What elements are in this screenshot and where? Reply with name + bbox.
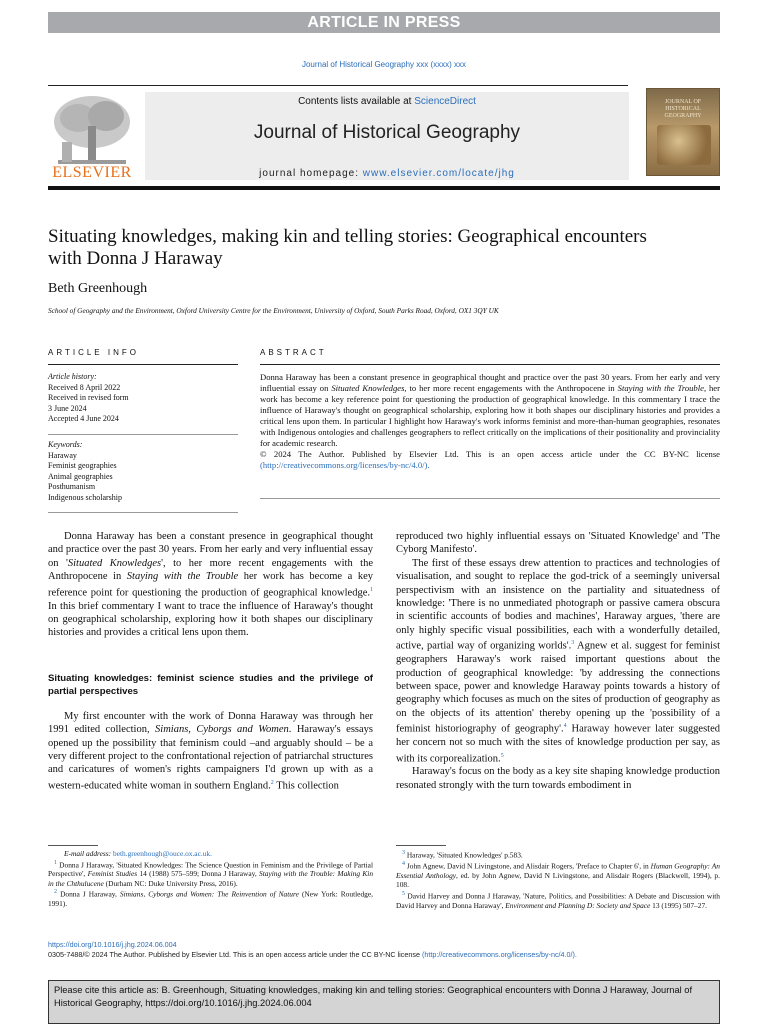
abstract-bottom-rule [260,498,720,499]
cite-this-article-box: Please cite this article as: B. Greenhough, Situating knowledges, making kin and telling stories: Geographical encounters with Donna J Haraway, Journal of Historical Geography, https://doi.org/10.1016/j.jhg.2024.06.004 [48,980,720,1024]
text-emphasis: Environment and Planning D: Society and Space [505,900,651,910]
footnote-ref[interactable]: 3 [571,640,575,647]
footnote-number: 4 [402,860,405,867]
footnote-rule-right [396,845,446,846]
text-run: Haraway however later suggested her concern not so much with the sites of knowledge production per say, as with its corporealization. [396,723,721,764]
footnotes-left [48,849,373,909]
cover-title: JOURNAL OF HISTORICAL GEOGRAPHY [664,99,702,119]
footnote-1 [48,859,373,889]
abstract-part: , to her more recent engagements with the Anthropocene in [404,383,618,393]
body-paragraph: reproduced two highly influential essays on 'Situated Knowledge' and 'The Cyborg Manifesto'. [396,531,720,556]
cover-artwork [657,125,711,165]
abstract-part: , her work has become a key reference point for questioning the production of geographical knowledge. In this commentary I trace the influence of Haraway's thought on geographical scholarship, exploring how it both shapes our disciplinary histories and provides a critical lens upon them. In particular I highlight how Haraway's work informs feminist and more-than-human geographies, resonates with Indigenous ontologies and challenges geographers to reflect critically on the implications of their positionality and provinciality for academic research. [260,383,720,448]
masthead [48,88,720,184]
footnote-rule-left [48,845,98,846]
text-run: ', to her more recent engagements with the Anthropocene in [48,557,373,583]
footnote-number: 2 [54,889,57,896]
keywords [48,440,122,503]
abstract-license: © 2024 The Author. Published by Elsevier Ltd. This is an open access article under the CC BY-NC license [260,449,720,459]
abstract-emphasis: Staying with the Trouble [617,383,704,393]
footnote-5 [396,890,720,910]
keywords-separator [48,512,238,513]
footnote-3 [396,849,720,860]
footnote-number: 1 [54,859,57,866]
abstract-text [260,372,720,471]
abstract-part: Donna Haraway has been a constant presence in geographical thought and practice over the past 30 years. From her early and very influential essay on [260,372,720,393]
body-paragraph [48,710,373,793]
abstract-heading: ABSTRACT [260,348,327,357]
footnotes-right [396,849,720,910]
license-link[interactable]: (http://creativecommons.org/licenses/by-nc/4.0/). [260,460,430,470]
text-emphasis: Human Geography: An Essential Anthology [396,861,720,880]
body-column-left [48,530,373,793]
author-name[interactable]: Beth Greenhough [48,281,148,296]
footnote-ref[interactable]: 1 [370,586,373,593]
text-emphasis: Feminist Studies [87,869,138,879]
author-affiliation: School of Geography and the Environment, Oxford University Centre for the Environment, University of Oxford, South Parks Road, Oxford, OX1 3QY UK [48,306,499,315]
text-run: Donna Haraway has been a constant presence in geographical thought and practice over the past 30 years. From her early and very influential essay on ' [48,531,373,569]
email-label: E-mail address: [64,849,113,858]
homepage-prefix: journal homepage: [259,168,363,179]
footnote-number: 5 [402,890,405,897]
text-emphasis: Simians, Cyborgs and Women: The Reinvention of Nature [119,889,299,899]
issn-license-link[interactable]: (http://creativecommons.org/licenses/by-nc/4.0/). [421,950,577,959]
keyword-item[interactable]: Posthumanism [48,482,96,491]
article-title: Situating knowledges, making kin and telling stories: Geographical encounters with Donna J Haraway [48,226,647,269]
body-column-right [396,530,720,792]
text-run: Donna J Haraway, [57,889,120,899]
text-run: Agnew et al. suggest for feminist geographers Haraway's work raised important questions about the production of geographical knowledge: 'by addressing the connections between space, power and knowledge Haraway points towards a history of geography which focuses as much on the sites of production of geography as on the objects of its attention' thereby opening up the 'possibility of a feminist historiography of geography'. [396,640,721,735]
email-link[interactable]: beth.greenhough@ouce.ox.ac.uk. [113,849,212,858]
publisher-name: ELSEVIER [52,164,132,181]
text-run: My first encounter with the work of Donna Haraway was through her 1991 edited collection, [48,710,373,736]
journal-reference-link[interactable]: Journal of Historical Geography xxx (xxxx) xxx [301,60,467,69]
history-item: Accepted 4 June 2024 [48,414,119,423]
masthead-rule [48,186,720,190]
history-item: Received 8 April 2022 [48,382,121,392]
abstract-rule [260,364,720,365]
footnote-2 [48,888,373,908]
doi-link[interactable]: https://doi.org/10.1016/j.jhg.2024.06.004 [48,940,177,949]
text-run: (New York: Routledge, 1991). [48,889,373,909]
text-run: . Haraway's essays opened up the possibility that feminism could –and arguably should – be a very different project to the confrontational rejection of patriarchal structures and caricatures of women's rights campaigners I'd grown up with as a western-educated white woman in southern England. [48,724,373,792]
issn-line [48,950,577,959]
text-run: In this brief commentary I want to trace the influence of Haraway's thought on geographical scholarship, exploring how it both shapes our disciplinary histories and provides a critical lens upon them. [48,600,373,639]
text-run: , ed. by John Agnew, David N Livingstone, and Alisdair Rogers (Blackwell, 1994), p. 108. [396,870,720,890]
text-emphasis: Staying with the Trouble [126,571,239,583]
footnote-ref[interactable]: 5 [500,752,504,759]
text-run: her work has become a key reference point for questioning the production of geographical knowledge. [48,571,373,599]
text-emphasis: Staying with the Trouble: Making Kin in the Chthulucene [48,869,374,888]
text-run: Haraway, 'Situated Knowledges' p.583. [405,850,523,860]
history-item: Received in revised form [48,393,129,402]
journal-title: Journal of Historical Geography [253,122,521,143]
history-item: 3 June 2024 [48,403,87,413]
text-run: Donna J Haraway, 'Situated Knowledges: The Science Question in Feminism and the Privilege of Partial Perspective', [48,859,373,879]
text-run: John Agnew, David N Livingstone, and Alisdair Rogers, 'Preface to Chapter 6', in [405,861,651,871]
journal-homepage-line [145,168,629,179]
text-run: This collection [273,780,339,792]
text-run: (Durham NC: Duke University Press, 2016). [103,878,238,888]
header-divider [48,85,628,86]
footnote-ref[interactable]: 4 [563,723,567,730]
journal-cover-image [646,88,720,176]
keyword-item[interactable]: Feminist geographies [48,461,117,470]
body-paragraph: Haraway's focus on the body as a key site shaping knowledge production resonated strongly with the turn towards embodiment in [396,766,720,791]
text-emphasis: Simians, Cyborgs and Women [155,724,289,736]
article-info-separator [48,434,238,435]
journal-banner [145,92,629,180]
text-emphasis: Situated Knowledges [67,557,162,569]
email-line [48,849,373,859]
footnote-number: 3 [402,850,405,856]
text-run: 14 (1988) 575–599; Donna J Haraway, [137,869,260,879]
article-info-rule [48,364,238,365]
article-history [48,372,129,425]
contents-prefix: Contents lists available at [298,96,415,107]
article-in-press-banner: ARTICLE IN PRESS [48,12,720,33]
issn-text: 0305-7488/© 2024 The Author. Published by Elsevier Ltd. This is an open access article under the CC BY-NC license [48,950,422,959]
article-info-heading: ARTICLE INFO [48,348,139,357]
contents-line [145,96,629,107]
text-run: The first of these essays drew attention to practices and technologies of visualisation, and sought to replace the god-trick of a seemingly universal perspectivism with an insistence on the partiality and situatedness of knowledge: 'There is no unmediated photograph or passive camera obscura in scientific accounts of bodies and machines', Haraway argues, 'there are only highly specific visual possibilities, each with a wonderfully detailed, active, partial way of organizing worlds'. [396,557,720,652]
body-paragraph [48,530,373,640]
keywords-label: Keywords: [48,440,83,449]
keyword-item[interactable]: Haraway [48,450,77,460]
abstract-emphasis: Situated Knowledges [331,383,405,393]
text-run: 13 (1995) 507–27. [650,900,707,910]
body-paragraph [396,557,720,766]
keyword-item[interactable]: Animal geographies [48,471,113,481]
keyword-item[interactable]: Indigenous scholarship [48,492,122,502]
section-subheading: Situating knowledges: feminist science studies and the privilege of partial perspectives [48,672,373,697]
sciencedirect-link[interactable]: ScienceDirect [414,96,476,107]
journal-homepage-link[interactable]: www.elsevier.com/locate/jhg [362,168,515,179]
text-run: David Harvey and Donna J Haraway, 'Nature, Politics, and Possibilities: A Debate and Discussion with David Harvey and Donna Haraway', [396,891,720,910]
footnote-ref[interactable]: 2 [270,779,274,786]
footnote-4 [396,860,720,890]
history-label: Article history: [48,372,97,381]
